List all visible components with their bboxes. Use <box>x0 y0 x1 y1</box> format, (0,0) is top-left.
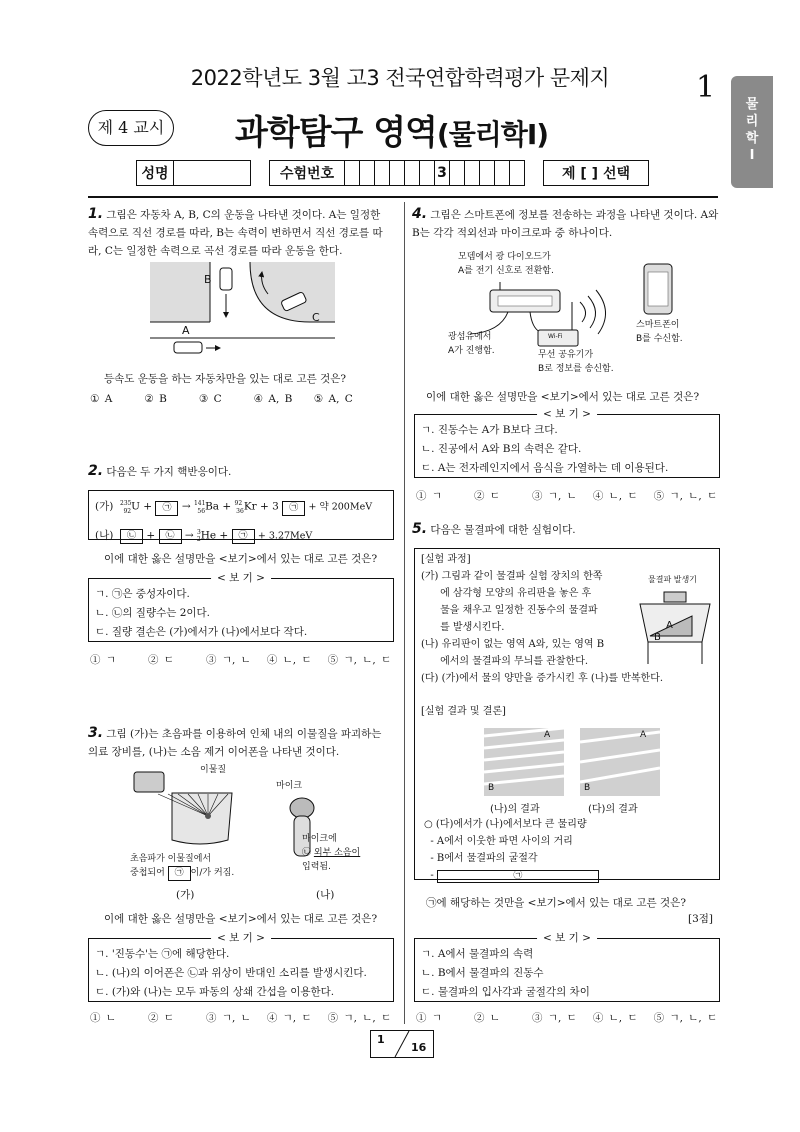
exam-no-cell[interactable] <box>405 161 420 186</box>
q5-points: [3점] <box>688 913 714 925</box>
q5-prompt: ㉠에 해당하는 것만을 <보기>에서 있는 대로 고른 것은? <box>426 897 686 909</box>
body-tissue <box>172 793 232 844</box>
ripple-tank-icon <box>636 586 714 668</box>
exam-no-cell[interactable] <box>360 161 375 186</box>
label-b: B <box>204 273 212 286</box>
q2-item-1: ㄱ. ㉠은 중성자이다. <box>95 588 190 600</box>
question-3: 3. 그림 (가)는 초음파를 이용하여 인체 내의 이물질을 파괴하는 의료 장비를, (나)는 소음 제거 이어폰을 나타낸 것이다. <box>88 725 382 758</box>
question-2: 2. 다음은 두 가지 핵반응이다. <box>88 463 232 479</box>
page-indicator: 1 16 <box>370 1030 434 1058</box>
q5-bogi-box: < 보 기 > ㄱ. A에서 물결파의 속력 ㄴ. B에서 물결파의 진동수 ㄷ. 물결파의 입사각과 굴절각의 차이 <box>414 938 720 1002</box>
q4-prompt: 이에 대한 옳은 설명만을 <보기>에서 있는 대로 고른 것은? <box>426 391 700 403</box>
exam-no-cell[interactable] <box>480 161 495 186</box>
q4-item-2: ㄴ. 진공에서 A와 B의 속력은 같다. <box>421 443 582 455</box>
car-a-icon <box>174 342 202 353</box>
q4-item-3: ㄷ. A는 전자레인지에서 음식을 가열하는 데 이용된다. <box>421 462 669 474</box>
caption-na: (나) <box>316 889 335 901</box>
corner-block <box>150 262 210 322</box>
q1-figure <box>150 262 335 362</box>
q5-item-3: ㄷ. 물결파의 입사각과 굴절각의 차이 <box>421 986 590 998</box>
q2-equations: (가) $^{235}_{92}$U + ㉠ → $^{141}_{56}$Ba + $^{92}_{36}$Kr + 3 ㉠ + 약 200MeV (나) ㉡ + ㉡ → $^3_2$He + ㉠ + 3.27MeV <box>88 490 394 540</box>
q1-prompt: 등속도 운동을 하는 자동차만을 있는 대로 고른 것은? <box>104 373 346 385</box>
q3-item-3: ㄷ. (가)와 (나)는 모두 파동의 상쇄 간섭을 이용한다. <box>95 986 335 998</box>
exam-no-cell[interactable] <box>345 161 360 186</box>
column-divider <box>404 202 405 1024</box>
q2-choices[interactable]: ① ㄱ ② ㄷ ③ ㄱ, ㄴ ④ ㄴ, ㄷ ⑤ ㄱ, ㄴ, ㄷ <box>90 654 392 666</box>
subject-title: 과학탐구 영역(물리학Ⅰ) <box>235 113 549 153</box>
choice-label: 제 [ ] 선택 <box>544 161 649 186</box>
ultrasound-device-figure <box>128 768 248 848</box>
exam-no-cell[interactable] <box>465 161 480 186</box>
exam-no-label: 수험번호 <box>270 161 345 186</box>
q3-item-1: ㄱ. '진동수'는 ㉠에 해당한다. <box>95 948 230 960</box>
result-caption-1: (나)의 결과 <box>490 804 540 815</box>
label-c: C <box>312 311 320 324</box>
curve-block <box>250 262 335 322</box>
q3-bogi-box: < 보 기 > ㄱ. '진동수'는 ㉠에 해당한다. ㄴ. (나)의 이어폰은 ㉡과 위상이 반대인 소리를 발생시킨다. ㄷ. (가)와 (나)는 모두 파동의 상쇄 간섭을 이용한다. <box>88 938 394 1002</box>
result-caption-2: (다)의 결과 <box>588 804 638 815</box>
q1-choices[interactable]: ① A ② B ③ C ④ A, B ⑤ A, C <box>90 393 353 405</box>
question-1: 1. 그림은 자동차 A, B, C의 운동을 나타낸 것이다. A는 일정한 속력으로 직선 경로를 따라, B는 속력이 변하면서 직선 경로를 따라, C는 일정한 속력으로 곡선 경로를 따라 운동을 한다. <box>88 206 383 257</box>
q3-choices[interactable]: ① ㄴ ② ㄷ ③ ㄱ, ㄴ ④ ㄱ, ㄷ ⑤ ㄱ, ㄴ, ㄷ <box>90 1012 392 1024</box>
exam-no-cell[interactable] <box>390 161 405 186</box>
ultrasound-probe-icon <box>134 772 164 792</box>
student-info-table <box>136 160 649 186</box>
q3-item-2: ㄴ. (나)의 이어폰은 ㉡과 위상이 반대인 소리를 발생시킨다. <box>95 967 367 979</box>
period-badge: 제 4 교시 <box>88 110 174 146</box>
car-b-icon <box>220 268 232 290</box>
blank-box: ㉠ <box>437 870 599 883</box>
q4-bogi-box: < 보 기 > ㄱ. 진동수는 A가 B보다 크다. ㄴ. 진공에서 A와 B의 속력은 같다. ㄷ. A는 전자레인지에서 음식을 가열하는 데 이용된다. <box>414 414 720 478</box>
caption-ga: (가) <box>176 889 195 901</box>
exam-no-cell[interactable] <box>375 161 390 186</box>
exam-no-cell[interactable] <box>510 161 525 186</box>
name-label: 성명 <box>137 161 174 186</box>
label-a: A <box>182 324 190 337</box>
header-rule <box>88 196 718 198</box>
q5-item-1: ㄱ. A에서 물결파의 속력 <box>421 948 534 960</box>
result-da-pattern <box>580 728 660 796</box>
name-field[interactable] <box>174 161 251 186</box>
subject-side-tab: 물 리 학 Ⅰ <box>731 76 773 188</box>
wave-generator-icon <box>664 592 686 602</box>
page-number: 1 <box>696 70 716 105</box>
question-5: 5. 다음은 물결파에 대한 실험이다. <box>412 521 576 537</box>
exam-title: 2022학년도 3월 고3 전국연합학력평가 문제지 <box>190 66 610 90</box>
exam-no-digit: 3 <box>435 161 450 186</box>
exam-no-cell[interactable] <box>420 161 435 186</box>
q4-choices[interactable]: ① ㄱ ② ㄷ ③ ㄱ, ㄴ ④ ㄴ, ㄷ ⑤ ㄱ, ㄴ, ㄷ <box>416 490 718 502</box>
q5-item-2: ㄴ. B에서 물결파의 진동수 <box>421 967 544 979</box>
exam-no-cell[interactable] <box>495 161 510 186</box>
q4-item-1: ㄱ. 진동수는 A가 B보다 크다. <box>421 424 558 436</box>
q2-item-2: ㄴ. ㉡의 질량수는 2이다. <box>95 607 211 619</box>
q2-item-3: ㄷ. 질량 결손은 (가)에서가 (나)에서보다 작다. <box>95 626 308 638</box>
wifi-wave-icon <box>580 302 586 322</box>
q2-prompt: 이에 대한 옳은 설명만을 <보기>에서 있는 대로 고른 것은? <box>104 553 378 565</box>
question-4: 4. 그림은 스마트폰에 정보를 전송하는 과정을 나타낸 것이다. A와 B는 각각 적외선과 마이크로파 중 하나이다. <box>412 206 719 239</box>
exam-no-cell[interactable] <box>450 161 465 186</box>
q5-choices[interactable]: ① ㄱ ② ㄴ ③ ㄱ, ㄷ ④ ㄴ, ㄷ ⑤ ㄱ, ㄴ, ㄷ <box>416 1012 718 1024</box>
foreign-body <box>205 813 211 819</box>
result-na-pattern <box>484 728 564 796</box>
q5-experiment-box: [실험 과정] (가) 그림과 같이 물결파 실험 장치의 한쪽 에 삼각형 모양의 유리판을 놓은 후 물을 채우고 일정한 진동수의 물결파 를 발생시킨다. (나) 유리판이 없는 영역 A와, 있는 영역 B 에서의 물결파의 무늬를 관찰한다. (다) (가)에서 물의 양만을 증가시킨 후 (나)를 반복한다. [실험 결과 및 결론] <box>414 548 720 880</box>
q3-prompt: 이에 대한 옳은 설명만을 <보기>에서 있는 대로 고른 것은? <box>104 913 378 925</box>
q5-conclusion: ○ (다)에서가 (나)에서보다 큰 물리량 - A에서 이웃한 파면 사이의 거리 - B에서 물결파의 굴절각 - ㉠ <box>424 816 599 884</box>
q2-bogi-box: < 보 기 > ㄱ. ㉠은 중성자이다. ㄴ. ㉡의 질량수는 2이다. ㄷ. 질량 결손은 (가)에서가 (나)에서보다 작다. <box>88 578 394 642</box>
